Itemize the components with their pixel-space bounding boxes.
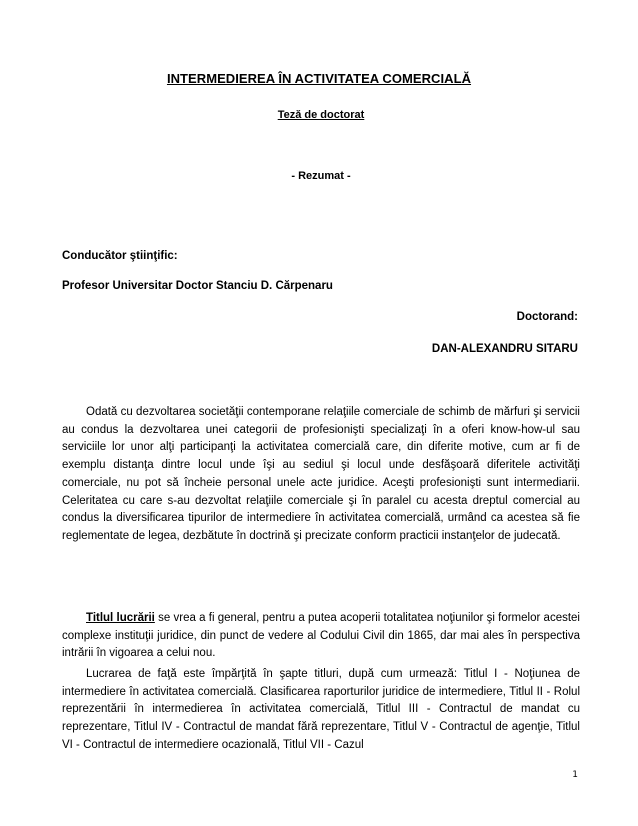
paragraph-structure	[62, 666, 580, 755]
page-number: 1	[572, 770, 578, 780]
document-title: INTERMEDIEREA ÎN ACTIVITATEA COMERCIALĂ	[166, 71, 472, 86]
paragraph-title-scope	[62, 610, 580, 663]
candidate-name: DAN-ALEXANDRU SITARU	[431, 343, 578, 355]
paragraph-structure-text: Lucrarea de faţă este împărţită în şapte titluri, după cum urmează: Titlul I - Noţiunea de intermediere în activitatea comercială. Clasificarea raporturilor juridice de intermediere, Titlul II - Rolul reprezentării în intermedierea în activitatea comercială, Titlul III - Contractul de mandat cu reprezentare, Titlul IV - Contractul de mandat fără reprezentare, Titlul V - Contractul de agenţie, Titlul VI - Contractul de intermediere ocazională, Titlul VII - Cazul	[62, 668, 580, 751]
paragraph-lead: Titlul lucrării	[86, 612, 155, 624]
paragraph-title-scope-text: se vrea a fi general, pentru a putea acoperii totalitatea noţiunilor şi formelor acestei complexe instituţii juridice, din punct de vedere al Codului Civil din 1865, dar mai ales în perspectiva intrării în vigoarea a celui nou.	[62, 612, 580, 660]
advisor-label: Conducător ştiinţific:	[62, 250, 178, 262]
advisor-name: Profesor Universitar Doctor Stanciu D. Cărpenaru	[62, 280, 333, 292]
document-subtitle: Teză de doctorat	[277, 109, 365, 121]
summary-label: - Rezumat -	[291, 170, 351, 182]
paragraph-intro	[62, 404, 580, 546]
paragraph-intro-text: Odată cu dezvoltarea societăţii contemporane relaţiile comerciale de schimb de mărfuri şi servicii au condus la dezvoltarea unei categorii de profesionişti specializaţi în a oferi know-how-ul sau serviciile lor unor alţi participanţi la activitatea comercială care, din diferite motive, cum ar fi de exemplu distanţa dintre locul unde îşi au sediul şi locul unde desfăşoară diferitele activităţi comerciale, nu pot să încheie personal unele acte juridice. Aceşti profesionişti sunt intermediarii. Celeritatea cu care s-au dezvoltat relaţiile comerciale şi în paralel cu acesta dreptul comercial au condus la diversificarea tipurilor de intermediere în activitatea comercială, urmând ca acestea să fie reglementate de legea, dezbătute în doctrină şi precizate conform practicii instanţelor de judecată.	[62, 406, 580, 542]
candidate-label: Doctorand:	[516, 311, 578, 323]
